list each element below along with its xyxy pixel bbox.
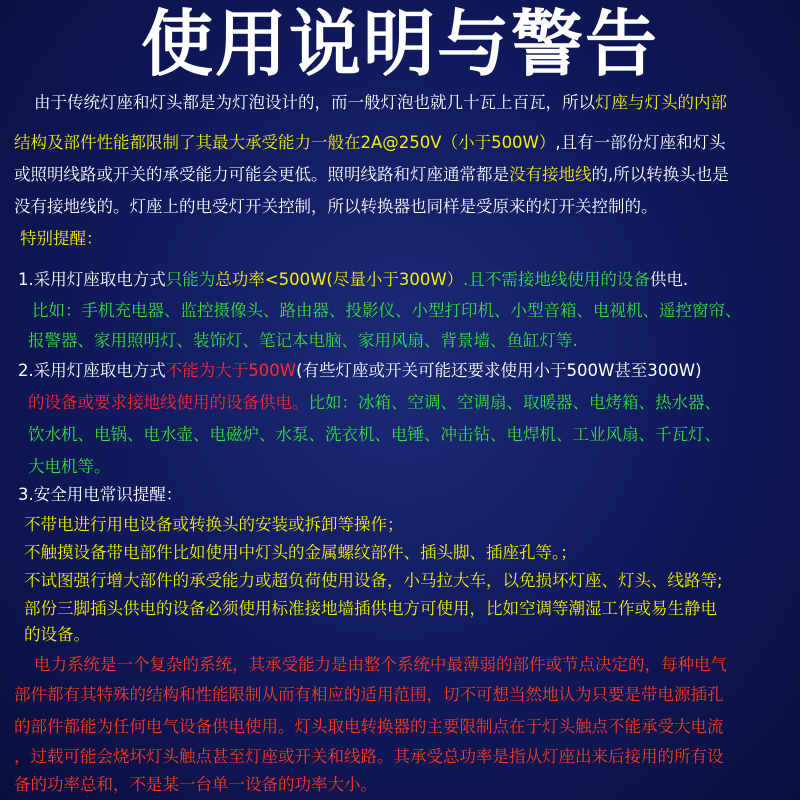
item2-examples-text: 比如：冰箱、空调、空调扇、取暖器、电烤箱、热水器、 (308, 393, 721, 412)
intro-line-2 (0, 128, 800, 158)
intro-highlight: 没有接地线 (509, 165, 592, 184)
item1-text: 供电. (649, 270, 689, 289)
intro-line-3 (0, 160, 800, 190)
page-title: 使用说明与警告 (140, 2, 659, 86)
safety-rule-2 (0, 538, 800, 568)
intro-text: 或照明线路或开关的承受能力可能会更低。照明线路和灯座通常都是 (14, 165, 509, 184)
closing-text: 备的功率总和，不是某一台单一设备的功率大小。 (14, 775, 377, 794)
item1-highlight: 只能为 (165, 270, 216, 289)
item2-highlight: 的设备或要求接地线使用的设备供电。 (28, 393, 309, 412)
item2-line (0, 356, 800, 386)
item2-examples-text: 大电机等。 (28, 457, 111, 476)
item2-examples-3 (0, 452, 800, 482)
closing-line-3 (0, 712, 800, 742)
item1-examples-1 (0, 296, 800, 326)
safety-rule-text: 的设备。 (24, 625, 90, 644)
closing-line-5 (0, 770, 800, 800)
safety-rule-text: 不带电进行用电设备或转换头的安装或拆卸等操作； (24, 515, 404, 534)
special-label (0, 224, 800, 254)
item2-text: (有些灯座或开关可能还要求使用小于500W甚至300W) (296, 361, 702, 380)
safety-rule-text: 部份三脚插头供电的设备必须使用标准接地墙插供电方可使用，比如空调等潮湿工作或易生静电 (24, 599, 717, 618)
item1-line (0, 265, 800, 295)
safety-rule-1 (0, 510, 800, 540)
item2-examples-2 (0, 420, 800, 450)
item1-text: 1.采用灯座取电方式 (18, 270, 166, 289)
intro-highlight: 结构及部件性能都限制了其最大承受能力一般在2A@250V（小于500W） (14, 133, 556, 152)
item2-line-2 (0, 388, 800, 418)
closing-text: ，过载可能会烧坏灯头触点甚至灯座或开关和线路。其承受总功率是指从灯座出来后接用的所有设 (14, 747, 724, 766)
item3-heading (0, 480, 800, 510)
closing-text: 的部件都能为任何电气设备供电使用。灯头取电转换器的主要限制点在于灯头触点不能承受大电流 (14, 717, 724, 736)
item2-examples-text: 饮水机、电锅、电水壶、电磁炉、水泵、洗衣机、电锤、冲击钻、电焊机、工业风扇、千瓦灯、 (28, 425, 721, 444)
safety-rule-5 (0, 620, 800, 650)
safety-rule-text: 不触摸设备带电部件比如使用中灯头的金属螺纹部件、插头脚、插座孔等。； (24, 543, 577, 562)
intro-line-4 (0, 192, 800, 222)
closing-line-2 (0, 680, 800, 710)
closing-line-4 (0, 742, 800, 772)
intro-text: ,且有一部份灯座和灯头 (555, 133, 726, 152)
intro-text: 没有接地线的。灯座上的电受灯开关控制，所以转换器也同样是受原来的灯开关控制的。 (14, 197, 658, 216)
item1-examples-text: 报警器、家用照明灯、装饰灯、笔记本电脑、家用风扇、背景墙、鱼缸灯等. (28, 331, 578, 350)
safety-rule-text: 不试图强行增大部件的承受能力或超负荷使用设备，小马拉大车，以免损坏灯座、灯头、线路等; (24, 571, 723, 590)
item1-examples-text: 比如：手机充电器、监控摄像头、路由器、投影仪、小型打印机、小型音箱、电视机、遥控窗帘、 (32, 301, 742, 320)
closing-text: 电力系统是一个复杂的系统，其承受能力是由整个系统中最薄弱的部件或节点决定的，每种电气 (34, 655, 727, 674)
closing-line-1 (0, 650, 800, 680)
item2-highlight: 不能为大于500W (165, 361, 297, 380)
safety-rule-3 (0, 566, 800, 596)
special-label-text: 特别提醒： (20, 229, 103, 248)
item1-power: 总功率<500W(尽量小于300W） (215, 270, 464, 289)
item3-heading-text: 3.安全用电常识提醒： (18, 485, 183, 504)
intro-text: 由于传统灯座和灯头都是为灯泡设计的，而一般灯泡也就几十瓦上百瓦，所以 (34, 93, 595, 112)
intro-line-1 (0, 88, 800, 118)
intro-text: 的,所以转换头也是 (591, 165, 729, 184)
item1-highlight: .且不需接地线使用的设备 (463, 270, 650, 289)
item2-text: 2.采用灯座取电方式 (18, 361, 166, 380)
closing-text: 部件都有其特殊的结构和性能限制从而有相应的适用范围，切不可想当然地认为只要是带电源插孔 (14, 685, 724, 704)
item1-examples-2 (0, 326, 800, 356)
intro-highlight: 灯座与灯头的内部 (595, 93, 727, 112)
